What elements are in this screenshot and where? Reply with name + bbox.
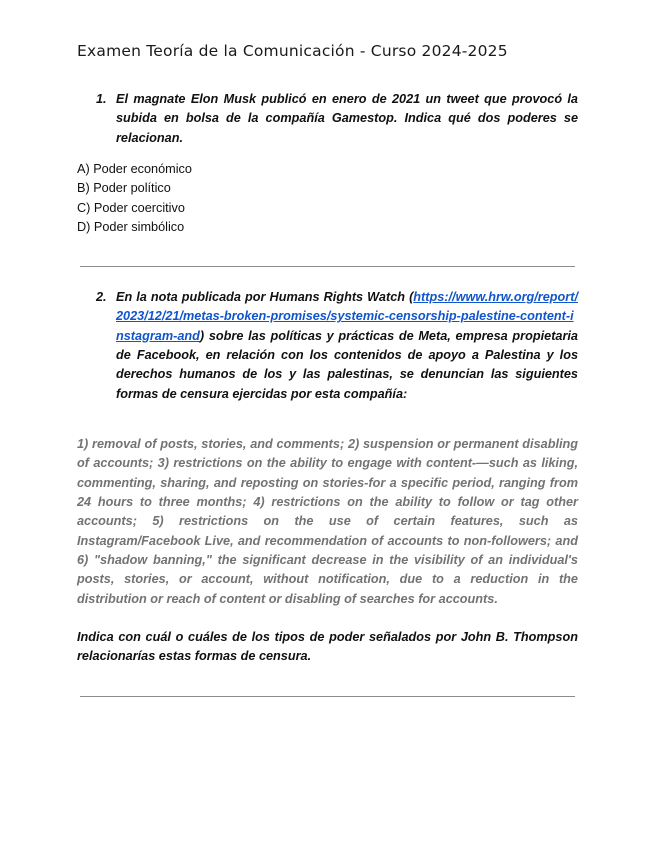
option-c: C) Poder coercitivo xyxy=(77,200,185,215)
exam-title: Examen Teoría de la Comunicación - Curso 2024-2025 xyxy=(77,42,508,60)
answer-line-1 xyxy=(80,266,575,267)
question-2-text xyxy=(116,288,578,404)
hrw-report-link[interactable]: https://www.hrw.org/report/2023/12/21/metas-broken-promises/systemic-censorship-palestine-content-instagram-and xyxy=(116,290,578,343)
question-2-number: 2. xyxy=(96,290,107,304)
censorship-quote: 1) removal of posts, stories, and comments; 2) suspension or permanent disabling of accounts; 3) restrictions on the ability to engage with content-—such as liking, commenting, sharing, and reposting on stories-for a specific period, ranging from 24 hours to three months; 4) restrictions on the ability to follow or tag other accounts; 5) restrictions on the use of certain features, such as Instagram/Facebook Live, and recommendation of accounts to non-followers; and 6) "shadow banning," the significant decrease in the visibility of an individual's posts, stories, or account, without notification, due to a reduction in the distribution or reach of content or disabling of searches for accounts. xyxy=(77,437,578,606)
question-2-instruction: Indica con cuál o cuáles de los tipos de poder señalados por John B. Thompson relacionarías estas formas de censura. xyxy=(77,630,578,664)
question-1-text: El magnate Elon Musk publicó en enero de 2021 un tweet que provocó la subida en bolsa de la compañía Gamestop. Indica qué dos poderes se relacionan. xyxy=(116,92,578,145)
option-b: B) Poder político xyxy=(77,181,171,196)
option-d: D) Poder simbólico xyxy=(77,220,185,235)
question-1-number: 1. xyxy=(96,92,107,106)
answer-line-2 xyxy=(80,696,575,697)
option-a: A) Poder económico xyxy=(77,162,192,176)
question-2 xyxy=(96,288,578,404)
question-1-options xyxy=(77,160,192,238)
question-1 xyxy=(96,90,578,148)
question-2-text-rest: ) sobre las políticas y prácticas de Meta, empresa propietaria de Facebook, en relación con los contenidos de apoyo a Palestina y los derechos humanos de los y las palestinas, se denuncian las siguientes formas de censura ejercidas por esta compañía: xyxy=(116,328,578,401)
question-2-text-intro: En la nota publicada por Humans Rights Watch ( xyxy=(116,290,414,304)
